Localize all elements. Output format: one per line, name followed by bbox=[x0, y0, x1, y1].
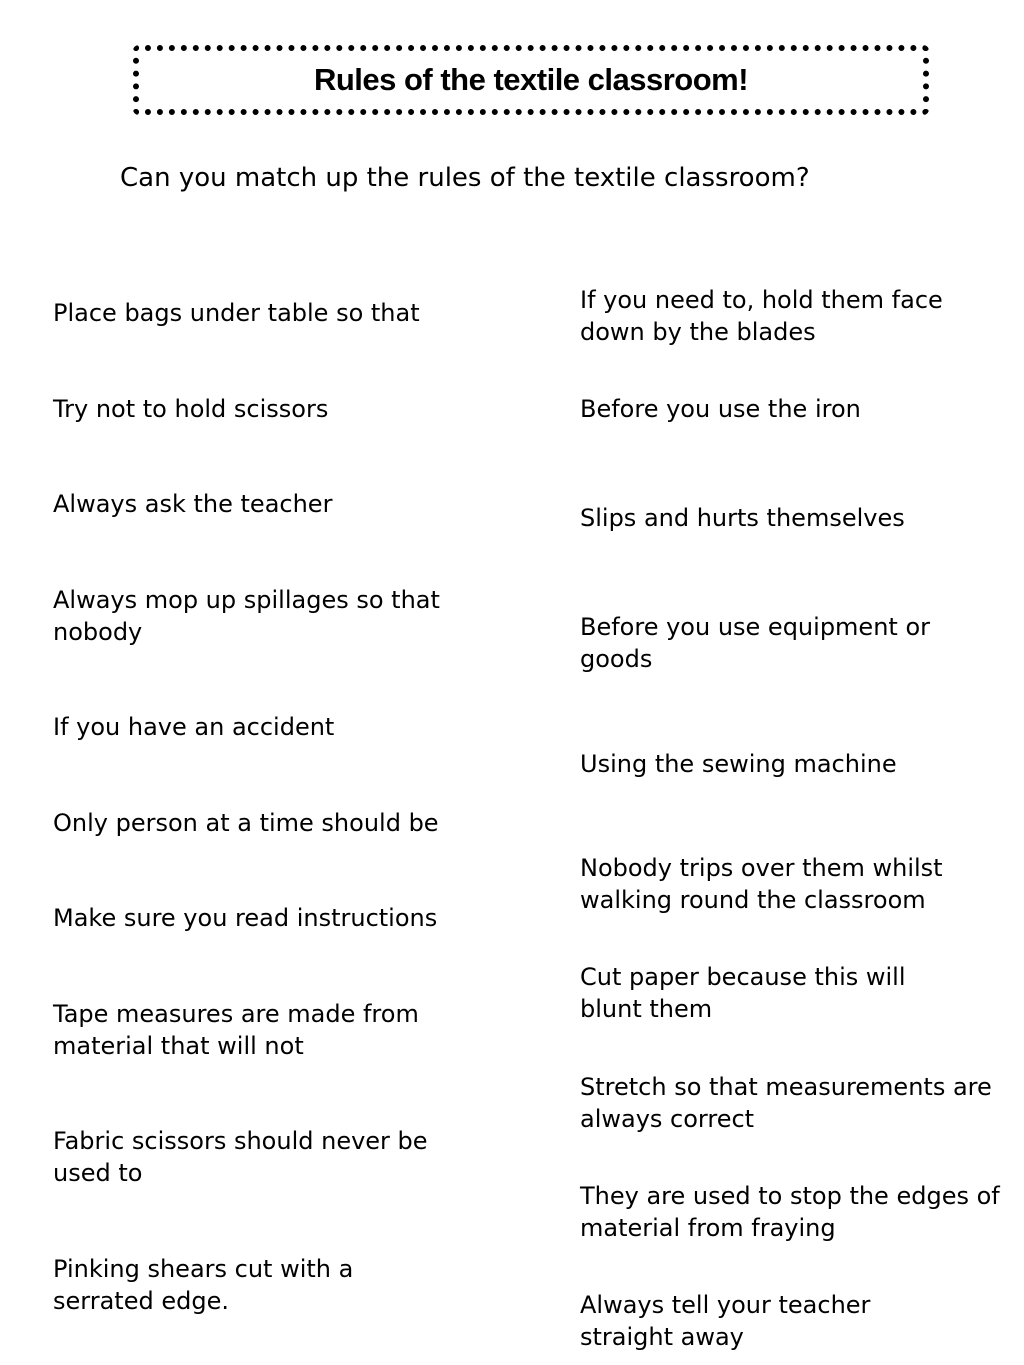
right-item: If you need to, hold them face down by the blades bbox=[580, 286, 943, 346]
left-item: Pinking shears cut with a serrated edge. bbox=[53, 1255, 354, 1315]
right-item: They are used to stop the edges of material from fraying bbox=[580, 1182, 1000, 1242]
right-item: Nobody trips over them whilst walking round the classroom bbox=[580, 854, 943, 914]
worksheet-instructions: Can you match up the rules of the textile classroom? bbox=[120, 163, 810, 193]
left-item: Only person at a time should be bbox=[53, 809, 439, 837]
left-item: If you have an accident bbox=[53, 713, 335, 741]
left-item: Make sure you read instructions bbox=[53, 904, 438, 932]
left-item: Always ask the teacher bbox=[53, 490, 333, 518]
right-item: Before you use equipment or goods bbox=[580, 613, 930, 673]
left-item: Fabric scissors should never be used to bbox=[53, 1127, 428, 1187]
title-box bbox=[133, 45, 929, 115]
left-item: Always mop up spillages so that nobody bbox=[53, 586, 440, 646]
left-item: Try not to hold scissors bbox=[53, 395, 329, 423]
right-item: Before you use the iron bbox=[580, 395, 861, 423]
right-item: Cut paper because this will blunt them bbox=[580, 963, 906, 1023]
left-item: Place bags under table so that bbox=[53, 299, 420, 327]
right-item: Always tell your teacher straight away bbox=[580, 1291, 871, 1351]
worksheet-title: Rules of the textile classroom! bbox=[313, 62, 749, 97]
right-item: Stretch so that measurements are always correct bbox=[580, 1073, 992, 1133]
right-item: Slips and hurts themselves bbox=[580, 504, 905, 532]
left-item: Tape measures are made from material that will not bbox=[53, 1000, 419, 1060]
right-item: Using the sewing machine bbox=[580, 750, 897, 778]
